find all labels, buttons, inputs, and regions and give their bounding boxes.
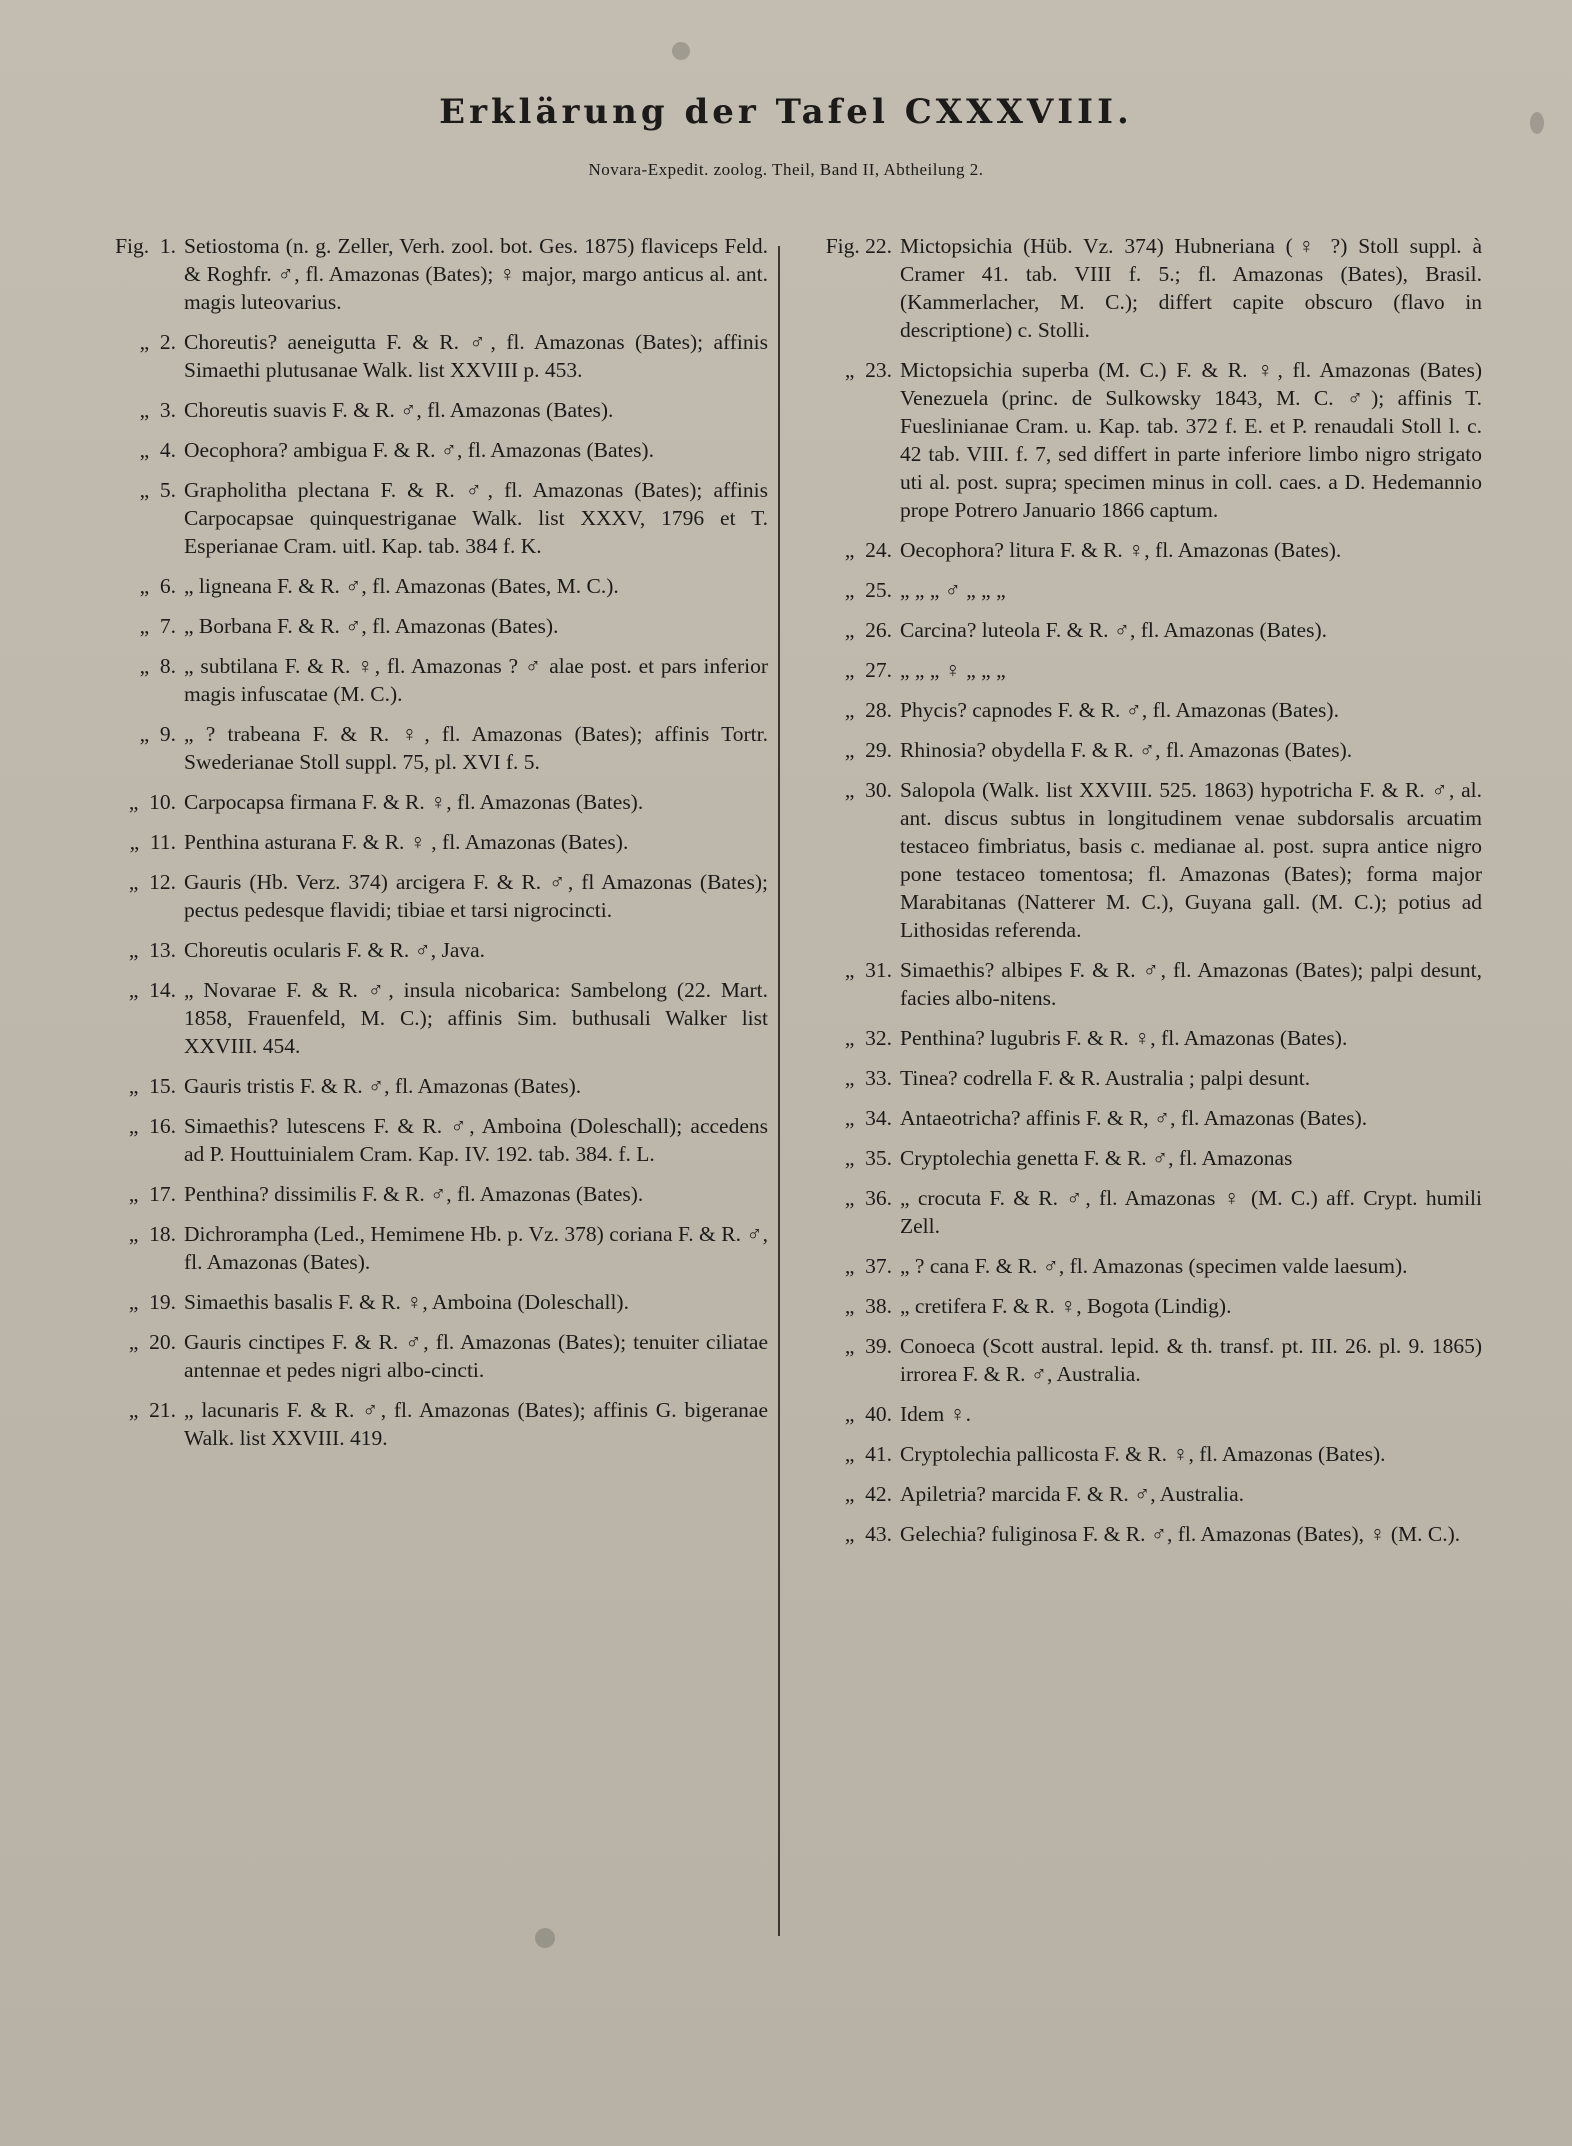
figure-number: Fig. 22.	[825, 234, 892, 258]
figure-description: Salopola (Walk. list XXVIII. 525. 1863) hypotricha F. & R. ♂, al. ant. discus subtus in longitudinem venae subdorsalis arcuatim testaceo fimbriatus, basis c. medianae al. post. supra antice nigro pone testaceo tomentosa; fl. Amazonas (Bates); forma major Marabitanas (Natterer M. C.), Guyana gall. (M. C.); potius ad Lithosidas referenda.	[900, 778, 1482, 942]
figure-entry	[88, 720, 768, 776]
figure-number: „ 10.	[128, 790, 176, 814]
figure-description: „ cretifera F. & R. ♀, Bogota (Lindig).	[900, 1294, 1232, 1318]
figure-number: „ 2.	[139, 330, 176, 354]
figure-entry	[802, 1144, 1482, 1172]
figure-description: „ Borbana F. & R. ♂, fl. Amazonas (Bates).	[184, 614, 559, 638]
figure-number: „ 26.	[844, 618, 892, 642]
figure-entry	[88, 328, 768, 384]
figure-entry	[802, 1252, 1482, 1280]
figure-entry	[802, 1104, 1482, 1132]
figure-entry	[88, 396, 768, 424]
figure-entry	[802, 1184, 1482, 1240]
figure-entry	[802, 1480, 1482, 1508]
ink-smudge	[672, 42, 690, 60]
figure-entry	[802, 736, 1482, 764]
figure-number: „ 24.	[844, 538, 892, 562]
figure-description: „ Novarae F. & R. ♂, insula nicobarica: Sambelong (22. Mart. 1858, Frauenfeld, M. C.); affinis Sim. buthusali Walker list XXVIII. 454.	[184, 978, 768, 1058]
figure-number: „ 41.	[844, 1442, 892, 1466]
figure-entry	[802, 1024, 1482, 1052]
figure-number: „ 31.	[844, 958, 892, 982]
figure-description: Penthina asturana F. & R. ♀ , fl. Amazonas (Bates).	[184, 830, 629, 854]
figure-number: „ 19.	[128, 1290, 176, 1314]
figure-entry	[88, 652, 768, 708]
figure-description: Apiletria? marcida F. & R. ♂, Australia.	[900, 1482, 1244, 1506]
figure-description: Carcina? luteola F. & R. ♂, fl. Amazonas (Bates).	[900, 618, 1327, 642]
figure-number: Fig. 1.	[115, 234, 176, 258]
figure-number: „ 32.	[844, 1026, 892, 1050]
figure-description: Simaethis basalis F. & R. ♀, Amboina (Doleschall).	[184, 1290, 629, 1314]
figure-number: „ 29.	[844, 738, 892, 762]
figure-entry	[802, 536, 1482, 564]
figure-number: „ 6.	[139, 574, 176, 598]
figure-description: „ crocuta F. & R. ♂, fl. Amazonas ♀ (M. C.) aff. Crypt. humili Zell.	[900, 1186, 1482, 1238]
figure-description: Setiostoma (n. g. Zeller, Verh. zool. bot. Ges. 1875) flaviceps Feld. & Roghfr. ♂, fl. Amazonas (Bates); ♀ major, margo anticus al. ant. magis luteovarius.	[184, 234, 768, 314]
figure-description: Cryptolechia pallicosta F. & R. ♀, fl. Amazonas (Bates).	[900, 1442, 1386, 1466]
figure-description: Gelechia? fuliginosa F. & R. ♂, fl. Amazonas (Bates), ♀ (M. C.).	[900, 1522, 1461, 1546]
figure-entry	[802, 1440, 1482, 1468]
figure-description: Grapholitha plectana F. & R. ♂, fl. Amazonas (Bates); affinis Carpocapsae quinquestriganae Walk. list XXXV, 1796 et T. Esperianae Cram. uitl. Kap. tab. 384 f. K.	[184, 478, 768, 558]
figure-number: „ 28.	[844, 698, 892, 722]
figure-description: Choreutis? aeneigutta F. & R. ♂, fl. Amazonas (Bates); affinis Simaethi plutusanae Walk. list XXVIII p. 453.	[184, 330, 768, 382]
figure-entry	[88, 476, 768, 560]
figure-number: „ 17.	[128, 1182, 176, 1206]
figure-description: Rhinosia? obydella F. & R. ♂, fl. Amazonas (Bates).	[900, 738, 1353, 762]
figure-number: „ 7.	[139, 614, 176, 638]
figure-entry	[802, 1520, 1482, 1548]
figure-entry	[88, 1328, 768, 1384]
figure-entry	[802, 1332, 1482, 1388]
figure-number: „ 15.	[128, 1074, 176, 1098]
figure-description: Antaeotricha? affinis F. & R, ♂, fl. Amazonas (Bates).	[900, 1106, 1368, 1130]
figure-entry	[802, 1400, 1482, 1428]
figure-entry	[88, 828, 768, 856]
figure-entry	[88, 936, 768, 964]
figure-entry	[802, 1064, 1482, 1092]
figure-description: Gauris cinctipes F. & R. ♂, fl. Amazonas (Bates); tenuiter ciliatae antennae et pedes nigri albo-cincti.	[184, 1330, 768, 1382]
figure-entry	[88, 976, 768, 1060]
figure-number: „ 36.	[844, 1186, 892, 1210]
column-divider	[778, 246, 780, 1936]
figure-entry	[88, 1288, 768, 1316]
figure-description: Conoeca (Scott austral. lepid. & th. transf. pt. III. 26. pl. 9. 1865) irrorea F. & R. ♂, Australia.	[900, 1334, 1482, 1386]
figure-number: „ 35.	[844, 1146, 892, 1170]
figure-entry	[88, 1180, 768, 1208]
figure-entry	[88, 1396, 768, 1452]
figure-number: „ 12.	[128, 870, 176, 894]
figure-number: „ 21.	[128, 1398, 176, 1422]
figure-entry	[88, 612, 768, 640]
figure-number: „ 27.	[844, 658, 892, 682]
figure-number: „ 11.	[129, 830, 176, 854]
figure-number: „ 23.	[844, 358, 892, 382]
figure-entry	[88, 1072, 768, 1100]
figure-number: „ 13.	[128, 938, 176, 962]
figure-description: Phycis? capnodes F. & R. ♂, fl. Amazonas (Bates).	[900, 698, 1339, 722]
figure-number: „ 42.	[844, 1482, 892, 1506]
figure-entry	[88, 572, 768, 600]
figure-description: Oecophora? ambigua F. & R. ♂, fl. Amazonas (Bates).	[184, 438, 654, 462]
figure-description: „ ligneana F. & R. ♂, fl. Amazonas (Bates, M. C.).	[184, 574, 619, 598]
figure-number: „ 30.	[844, 778, 892, 802]
left-column	[88, 232, 768, 1464]
figure-number: „ 43.	[844, 1522, 892, 1546]
figure-entry	[802, 356, 1482, 524]
figure-description: „ subtilana F. & R. ♀, fl. Amazonas ? ♂ alae post. et pars inferior magis infuscatae (M. C.).	[184, 654, 768, 706]
figure-description: Dichrorampha (Led., Hemimene Hb. p. Vz. 378) coriana F. & R. ♂, fl. Amazonas (Bates).	[184, 1222, 768, 1274]
figure-entry	[802, 656, 1482, 684]
figure-description: Choreutis ocularis F. & R. ♂, Java.	[184, 938, 486, 962]
figure-description: Mictopsichia superba (M. C.) F. & R. ♀, fl. Amazonas (Bates) Venezuela (princ. de Sulkowsky 1843, M. C. ♂); affinis T. Fueslinianae Cram. u. Kap. tab. 372 f. E. et P. renaudali Stoll l. c. 42 tab. VIII. f. 7, sed differt in parte inferiore limbo nigro strigato uti al. post. supra; specimen minus in coll. caes. a D. Hedemannio prope Potrero Januario 1866 captum.	[900, 358, 1482, 522]
figure-description: Tinea? codrella F. & R. Australia ; palpi desunt.	[900, 1066, 1311, 1090]
figure-number: „ 14.	[128, 978, 176, 1002]
figure-description: Carpocapsa firmana F. & R. ♀, fl. Amazonas (Bates).	[184, 790, 644, 814]
figure-number: „ 18.	[128, 1222, 176, 1246]
figure-number: „ 16.	[128, 1114, 176, 1138]
page-title: Erklärung der Tafel CXXXVIII.	[439, 92, 1133, 132]
ink-smudge	[535, 1928, 555, 1948]
right-column	[802, 232, 1482, 1560]
figure-number: „ 9.	[139, 722, 176, 746]
figure-description: Gauris (Hb. Verz. 374) arcigera F. & R. ♂, fl Amazonas (Bates); pectus pedesque flavidi; tibiae et tarsi nigrocincti.	[184, 870, 768, 922]
figure-entry	[802, 616, 1482, 644]
figure-entry	[88, 1112, 768, 1168]
figure-number: „ 4.	[139, 438, 176, 462]
page-subtitle: Novara-Expedit. zoolog. Theil, Band II, Abtheilung 2.	[588, 160, 984, 179]
figure-entry	[802, 576, 1482, 604]
figure-number: „ 38.	[844, 1294, 892, 1318]
figure-number: „ 25.	[844, 578, 892, 602]
figure-description: Penthina? dissimilis F. & R. ♂, fl. Amazonas (Bates).	[184, 1182, 644, 1206]
figure-number: „ 40.	[844, 1402, 892, 1426]
figure-description: Idem ♀.	[900, 1402, 972, 1426]
figure-entry	[88, 232, 768, 316]
figure-description: Penthina? lugubris F. & R. ♀, fl. Amazonas (Bates).	[900, 1026, 1348, 1050]
figure-number: „ 20.	[128, 1330, 176, 1354]
figure-number: „ 33.	[844, 1066, 892, 1090]
figure-description: „ „ „ ♂ „ „ „	[900, 578, 1006, 602]
figure-entry	[88, 868, 768, 924]
figure-description: „ ? trabeana F. & R. ♀, fl. Amazonas (Bates); affinis Tortr. Swederianae Stoll suppl. 75, pl. XVI f. 5.	[184, 722, 768, 774]
figure-description: Simaethis? albipes F. & R. ♂, fl. Amazonas (Bates); palpi desunt, facies albo-nitens.	[900, 958, 1482, 1010]
figure-entry	[802, 696, 1482, 724]
figure-description: Simaethis? lutescens F. & R. ♂, Amboina (Doleschall); accedens ad P. Houttuinialem Cram. Kap. IV. 192. tab. 384. f. L.	[184, 1114, 768, 1166]
figure-number: „ 5.	[139, 478, 176, 502]
figure-description: „ „ „ ♀ „ „ „	[900, 658, 1006, 682]
figure-number: „ 39.	[844, 1334, 892, 1358]
figure-description: Cryptolechia genetta F. & R. ♂, fl. Amazonas	[900, 1146, 1293, 1170]
figure-number: „ 34.	[844, 1106, 892, 1130]
figure-entry	[802, 776, 1482, 944]
figure-description: Oecophora? litura F. & R. ♀, fl. Amazonas (Bates).	[900, 538, 1342, 562]
figure-description: „ lacunaris F. & R. ♂, fl. Amazonas (Bates); affinis G. bigeranae Walk. list XXVIII. 419.	[184, 1398, 768, 1450]
figure-entry	[88, 788, 768, 816]
figure-number: „ 3.	[139, 398, 176, 422]
figure-description: Mictopsichia (Hüb. Vz. 374) Hubneriana (♀ ?) Stoll suppl. à Cramer 41. tab. VIII f. 5.; fl. Amazonas (Bates), Brasil. (Kammerlacher, M. C.); differt capite obscuro (flavo in descriptione) c. Stolli.	[900, 234, 1482, 342]
figure-entry	[802, 1292, 1482, 1320]
figure-entry	[802, 956, 1482, 1012]
figure-entry	[802, 232, 1482, 344]
figure-description: Choreutis suavis F. & R. ♂, fl. Amazonas (Bates).	[184, 398, 614, 422]
figure-number: „ 37.	[844, 1254, 892, 1278]
figure-entry	[88, 436, 768, 464]
figure-number: „ 8.	[139, 654, 176, 678]
figure-description: Gauris tristis F. & R. ♂, fl. Amazonas (Bates).	[184, 1074, 582, 1098]
figure-entry	[88, 1220, 768, 1276]
figure-description: „ ? cana F. & R. ♂, fl. Amazonas (specimen valde laesum).	[900, 1254, 1408, 1278]
